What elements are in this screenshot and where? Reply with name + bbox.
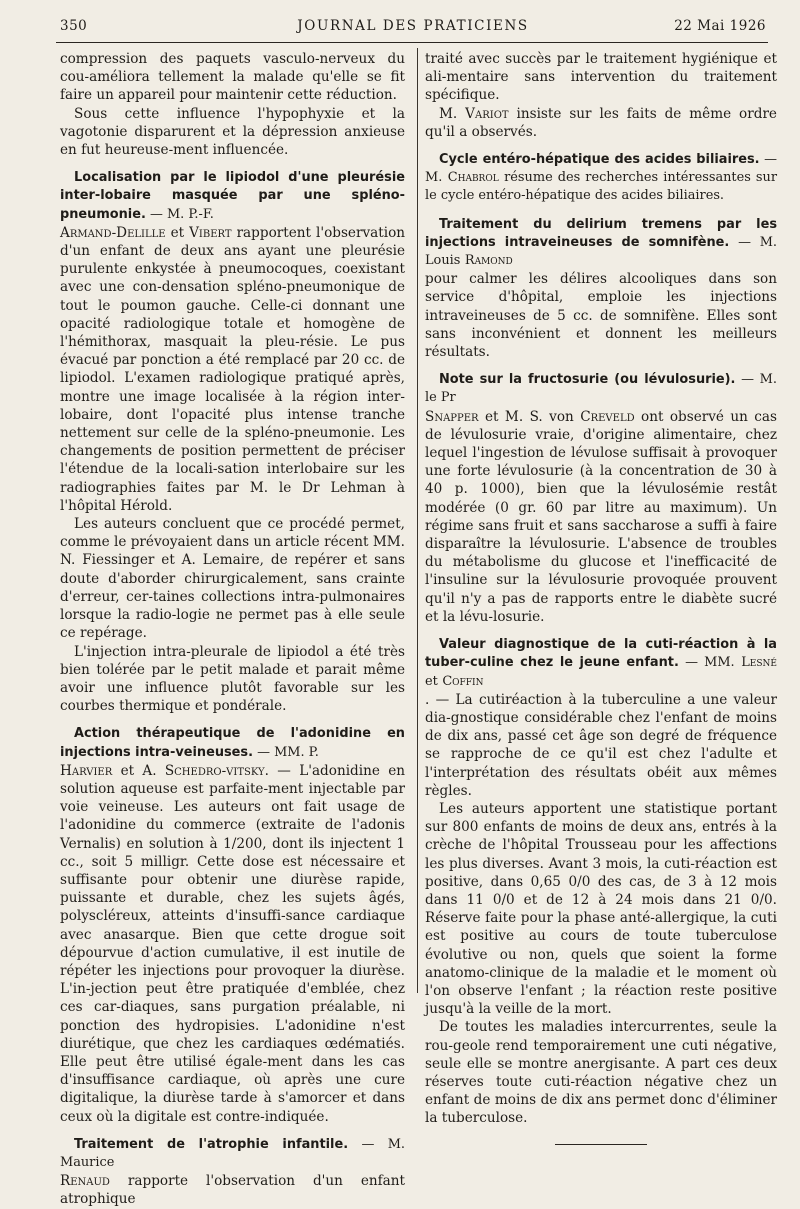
paragraph: Les auteurs apportent une statistique portant sur 800 enfants de moins de deux ans, entrés à la crèche de l'hôpital Trousseau pour les affections les plus diverses. Avant 3 mois, la cuti-réaction est positive, dans 0,65 0/0 des cas, de 3 à 12 mois dans 11 0/0 et de 12 à 24 mois dans 21 0/0. Réserve faite pour la phase anté-allergique, la cuti est positive au cours de toute tuberculose évolutive ou non, quels que soient la forme anatomo-clinique de la maladie et le moment où l'on observe l'enfant ; la réaction reste positive jusqu'à la veille de la mort. bbox=[425, 800, 777, 1018]
article-lead: — M. P.-F. bbox=[149, 206, 214, 222]
article-lead: — M. le Pr bbox=[425, 372, 777, 406]
paragraph: Les auteurs concluent que ce procédé permet, comme le prévoyaient dans un article récent MM. N. Fiessinger et A. Lemaire, de repérer et sans doute d'aborder chirurgicalement, sans crainte d'erreur, cer-taines collections intra-pulmonaires lorsque la radio-logie ne permet pas à elle seule ce repérage. bbox=[60, 516, 405, 642]
article-heading bbox=[425, 636, 777, 691]
author-name: Armand-Delille bbox=[60, 224, 166, 241]
paragraph bbox=[425, 105, 777, 141]
article-title: Valeur diagnostique de la cuti-réaction à la tuber-culine chez le jeune enfant. bbox=[425, 637, 777, 671]
article-heading bbox=[60, 725, 405, 761]
author-name: Coffin bbox=[442, 673, 484, 689]
article-lead: — M. bbox=[425, 152, 777, 186]
article-title: Cycle entéro-hépatique des acides biliaires. bbox=[439, 152, 760, 168]
article-lead: — M. Louis bbox=[425, 234, 778, 269]
author-name: Harvier bbox=[60, 762, 113, 779]
end-rule bbox=[555, 1144, 647, 1145]
page-number: 350 bbox=[60, 18, 88, 34]
issue-date: 22 Mai 1926 bbox=[674, 18, 766, 34]
author-name: Creveld bbox=[580, 408, 635, 425]
journal-title: JOURNAL DES PRATICIENS bbox=[297, 18, 529, 34]
paragraph bbox=[425, 408, 777, 626]
paragraph: De toutes les maladies intercurrentes, seule la rou-geole rend temporairement une cuti négative, seule elle se montre anergisante. A part ces deux réserves toute cuti-réaction négative chez un enfant de moins de dix ans permet donc d'éliminer la tuberculose. bbox=[425, 1019, 777, 1127]
left-column bbox=[60, 50, 405, 1209]
author-name: Chabrol bbox=[447, 170, 499, 186]
article-lead: — M. Maurice bbox=[60, 1136, 405, 1170]
article-title: Traitement de l'atrophie infantile. bbox=[74, 1136, 349, 1152]
article-text: rapportent l'observation d'un enfant de deux ans ayant une pleurésie purulente enkystée à pneumocoques, coexistant avec une con-densation spléno-pneumonique de tout le poumon gauche. Celle-ci donnant une opacité radiologique totale et homogène de l'hémithorax, masquait la pleu-résie. Le pus évacué par ponction a été remplacé par 20 cc. de lipiodol. L'examen radiologique pratiqué après, montre une image localisée à la région inter-lobaire, dont l'opacité plus intense tranche nettement sur celle de la spléno-pneumonie. Les changements de position permettent de préciser l'étendue de la locali-sation interlobaire sur les radiographies faites par M. le Dr Lehman à l'hôpital Hérold. bbox=[60, 224, 406, 514]
author-name: Snapper bbox=[425, 408, 479, 425]
article-text: insiste sur les faits de même ordre qu'il a observés. bbox=[425, 105, 777, 140]
article-title: Localisation par le lipiodol d'une pleurésie inter-lobaire masquée par une spléno-pneumonie. bbox=[60, 170, 405, 222]
article-title: Traitement du delirium tremens par les injections intraveineuses de somnifène. bbox=[425, 216, 777, 250]
connector: et A. bbox=[120, 762, 157, 779]
connector: et bbox=[170, 224, 185, 241]
column-divider bbox=[417, 48, 418, 993]
author-name: Variot bbox=[465, 105, 509, 122]
paragraph bbox=[60, 762, 405, 1126]
author-name: Lesné bbox=[741, 655, 777, 671]
connector: et M. S. von bbox=[485, 408, 574, 425]
article-text: ont observé un cas de lévulosurie vraie, d'origine alimentaire, chez lequel l'ingestion de lévulose suffisait à provoquer une forte lévulosurie (à la concentration de 30 à 40 p. 1000), bien que la lévulosémie restât modérée (0 gr. 60 par litre au maximum). Un régime sans fruit et sans saccharose a suffi à faire disparaître la lévulosurie. L'absence de troubles du métabolisme du glucose et l'inefficacité de l'insuline sur la lévulosurie provoquée prouvent qu'il n'y a pas de rapports entre le diabète sucré et la lévu-losurie. bbox=[425, 408, 778, 625]
article-heading bbox=[425, 216, 777, 271]
header-rule bbox=[56, 42, 768, 43]
paragraph: traité avec succès par le traitement hygiénique et ali-mentaire sans intervention du traitement spécifique. bbox=[425, 51, 777, 104]
paragraph: pour calmer les délires alcooliques dans son service d'hôpital, emploie les injections intraveineuses de 5 cc. de somnifène. Elles sont sans inconvénient et donnent les meilleurs résultats. bbox=[425, 271, 777, 361]
article-heading bbox=[425, 151, 777, 206]
connector: M. bbox=[439, 105, 458, 122]
paragraph: Sous cette influence l'hypophyxie et la vagotonie disparurent et la dépression anxieuse en fut heureuse-ment influencée. bbox=[60, 105, 405, 159]
page-header bbox=[60, 18, 766, 38]
paragraph: L'injection intra-pleurale de lipiodol a été très bien tolérée par le petit malade et parait même avoir une influence plutôt favorable sur les courbes thermique et pondérale. bbox=[60, 643, 405, 715]
article-text: résume des recherches intéressantes sur le cycle entéro-hépatique des acides biliaires. bbox=[425, 170, 777, 204]
author-name: Renaud bbox=[60, 1173, 110, 1190]
author-name: Ramond bbox=[464, 253, 513, 269]
paragraph: . — La cutiréaction à la tuberculine a une valeur dia-gnostique considérable chez l'enfant de moins de dix ans, passé cet âge son degré de fréquence se rapproche de ce qu'il est chez l'adulte et l'interprétation des résultats obéit aux mêmes règles. bbox=[425, 691, 777, 799]
article-lead: — MM. bbox=[685, 655, 735, 671]
author-name: Vibert bbox=[189, 224, 232, 241]
paragraph bbox=[60, 224, 405, 515]
article-heading bbox=[425, 371, 777, 407]
article-heading bbox=[60, 169, 405, 224]
article-text: rapporte l'observation d'un enfant atrophique bbox=[60, 1173, 405, 1208]
connector: et bbox=[425, 673, 438, 689]
article-title: Action thérapeutique de l'adonidine en injections intra-veineuses. bbox=[60, 726, 405, 760]
article-heading bbox=[60, 1136, 405, 1172]
article-lead: — MM. P. bbox=[257, 744, 319, 760]
paragraph bbox=[60, 1172, 405, 1208]
article-text: . — L'adonidine en solution aqueuse est parfaite-ment injectable par voie veineuse. Les auteurs ont fait usage de l'adonidine du commerce (extraite de l'adonis Vernalis) en solution à 1/200, dont ils injectent 1 cc., soit 5 milligr. Cette dose est nécessaire et suffisante pour obtenir une diurèse rapide, puissante et durable, chez les sujets âgés, polyscléreux, atteints d'insuffi-sance cardiaque avec anasarque. Bien que cette drogue soit dépourvue d'action cumulative, il est inutile de répéter les injections pour provoquer la diurèse. L'in-jection peut être pratiquée d'emblée, chez ces car-diaques, sans purgation préalable, ni ponction des hydropisies. L'adonidine n'est diurétique, que chez les cardiaques œdématiés. Elle peut être utilisé égale-ment dans les cas d'insuffisance cardiaque, où après une cure digitalique, la diurèse tarde à s'amorcer et dans ceux où la digitale est contre-indiquée. bbox=[60, 762, 406, 1125]
article-title: Note sur la fructosurie (ou lévulosurie). bbox=[439, 372, 736, 388]
author-name: Schedro-vitsky bbox=[164, 762, 265, 779]
paragraph: compression des paquets vasculo-nerveux du cou-améliora tellement la malade qu'elle se fit faire un appareil pour maintenir cette réduction. bbox=[60, 51, 405, 104]
right-column bbox=[425, 50, 777, 1145]
